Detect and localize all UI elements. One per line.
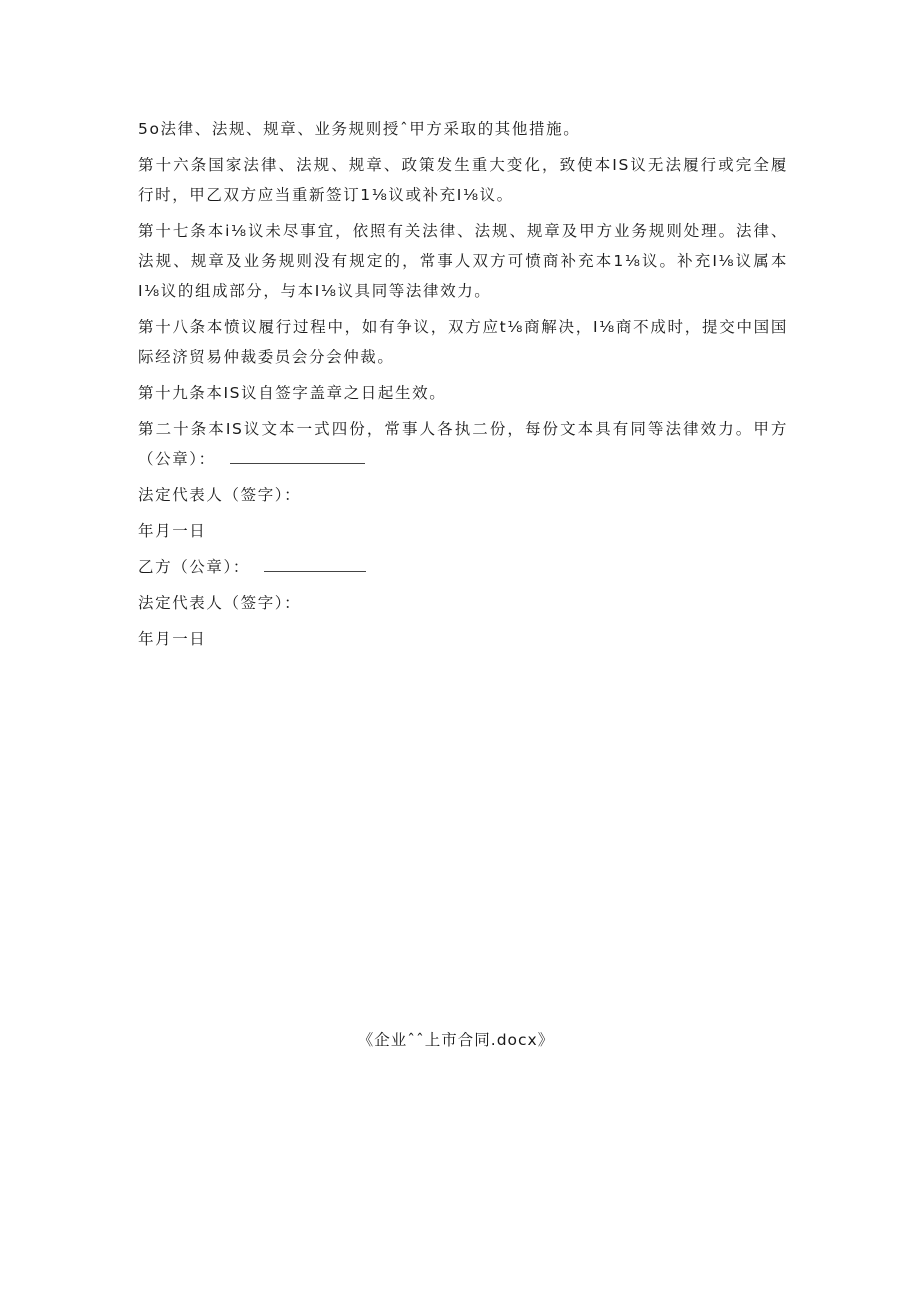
party-b-representative: 法定代表人（签字）：: [138, 594, 302, 612]
article-20-text: 第二十条本IS议文本一式四份，常事人各执二份，每份文本具有同等法律效力。甲方（公章）：: [138, 420, 788, 468]
party-a-date: 年月一日: [138, 522, 207, 540]
article-19: 第十九条本IS议自签字盖章之日起生效。: [138, 384, 447, 402]
party-a-representative: 法定代表人（签字）：: [138, 486, 302, 504]
party-b-seal-line: [264, 555, 366, 572]
clause-5: 5o法律、法规、规章、业务规则授ˆ甲方采取的其他措施。: [138, 120, 581, 138]
party-a-seal-line: [230, 447, 365, 464]
article-18: 第十八条本愤议履行过程中，如有争议，双方应t⅛商解决，I⅛商不成时，提交中国国际经济贸易仲裁委员会分会仲裁。: [138, 318, 788, 366]
document-filename: 《企业ˆˆ上市合同.docx》: [357, 1031, 555, 1049]
document-body: [138, 114, 788, 660]
party-b-date: 年月一日: [138, 630, 207, 648]
party-b-seal-label: 乙方（公章）：: [138, 558, 250, 576]
party-b-seal: [138, 552, 788, 582]
article-16: 第十六条国家法律、法规、规章、政策发生重大变化，致使本IS议无法履行或完全履行时，甲乙双方应当重新签订1⅛议或补充I⅛议。: [138, 156, 788, 204]
article-17: 第十七条本i⅛议未尽事宜，依照有关法律、法规、规章及甲方业务规则处理。法律、法规、规章及业务规则没有规定的，常事人双方可愤商补充本1⅛议。补充I⅛议属本I⅛议的组成部分，与本I⅛议具同等法律效力。: [138, 222, 788, 300]
article-20: [138, 414, 788, 474]
